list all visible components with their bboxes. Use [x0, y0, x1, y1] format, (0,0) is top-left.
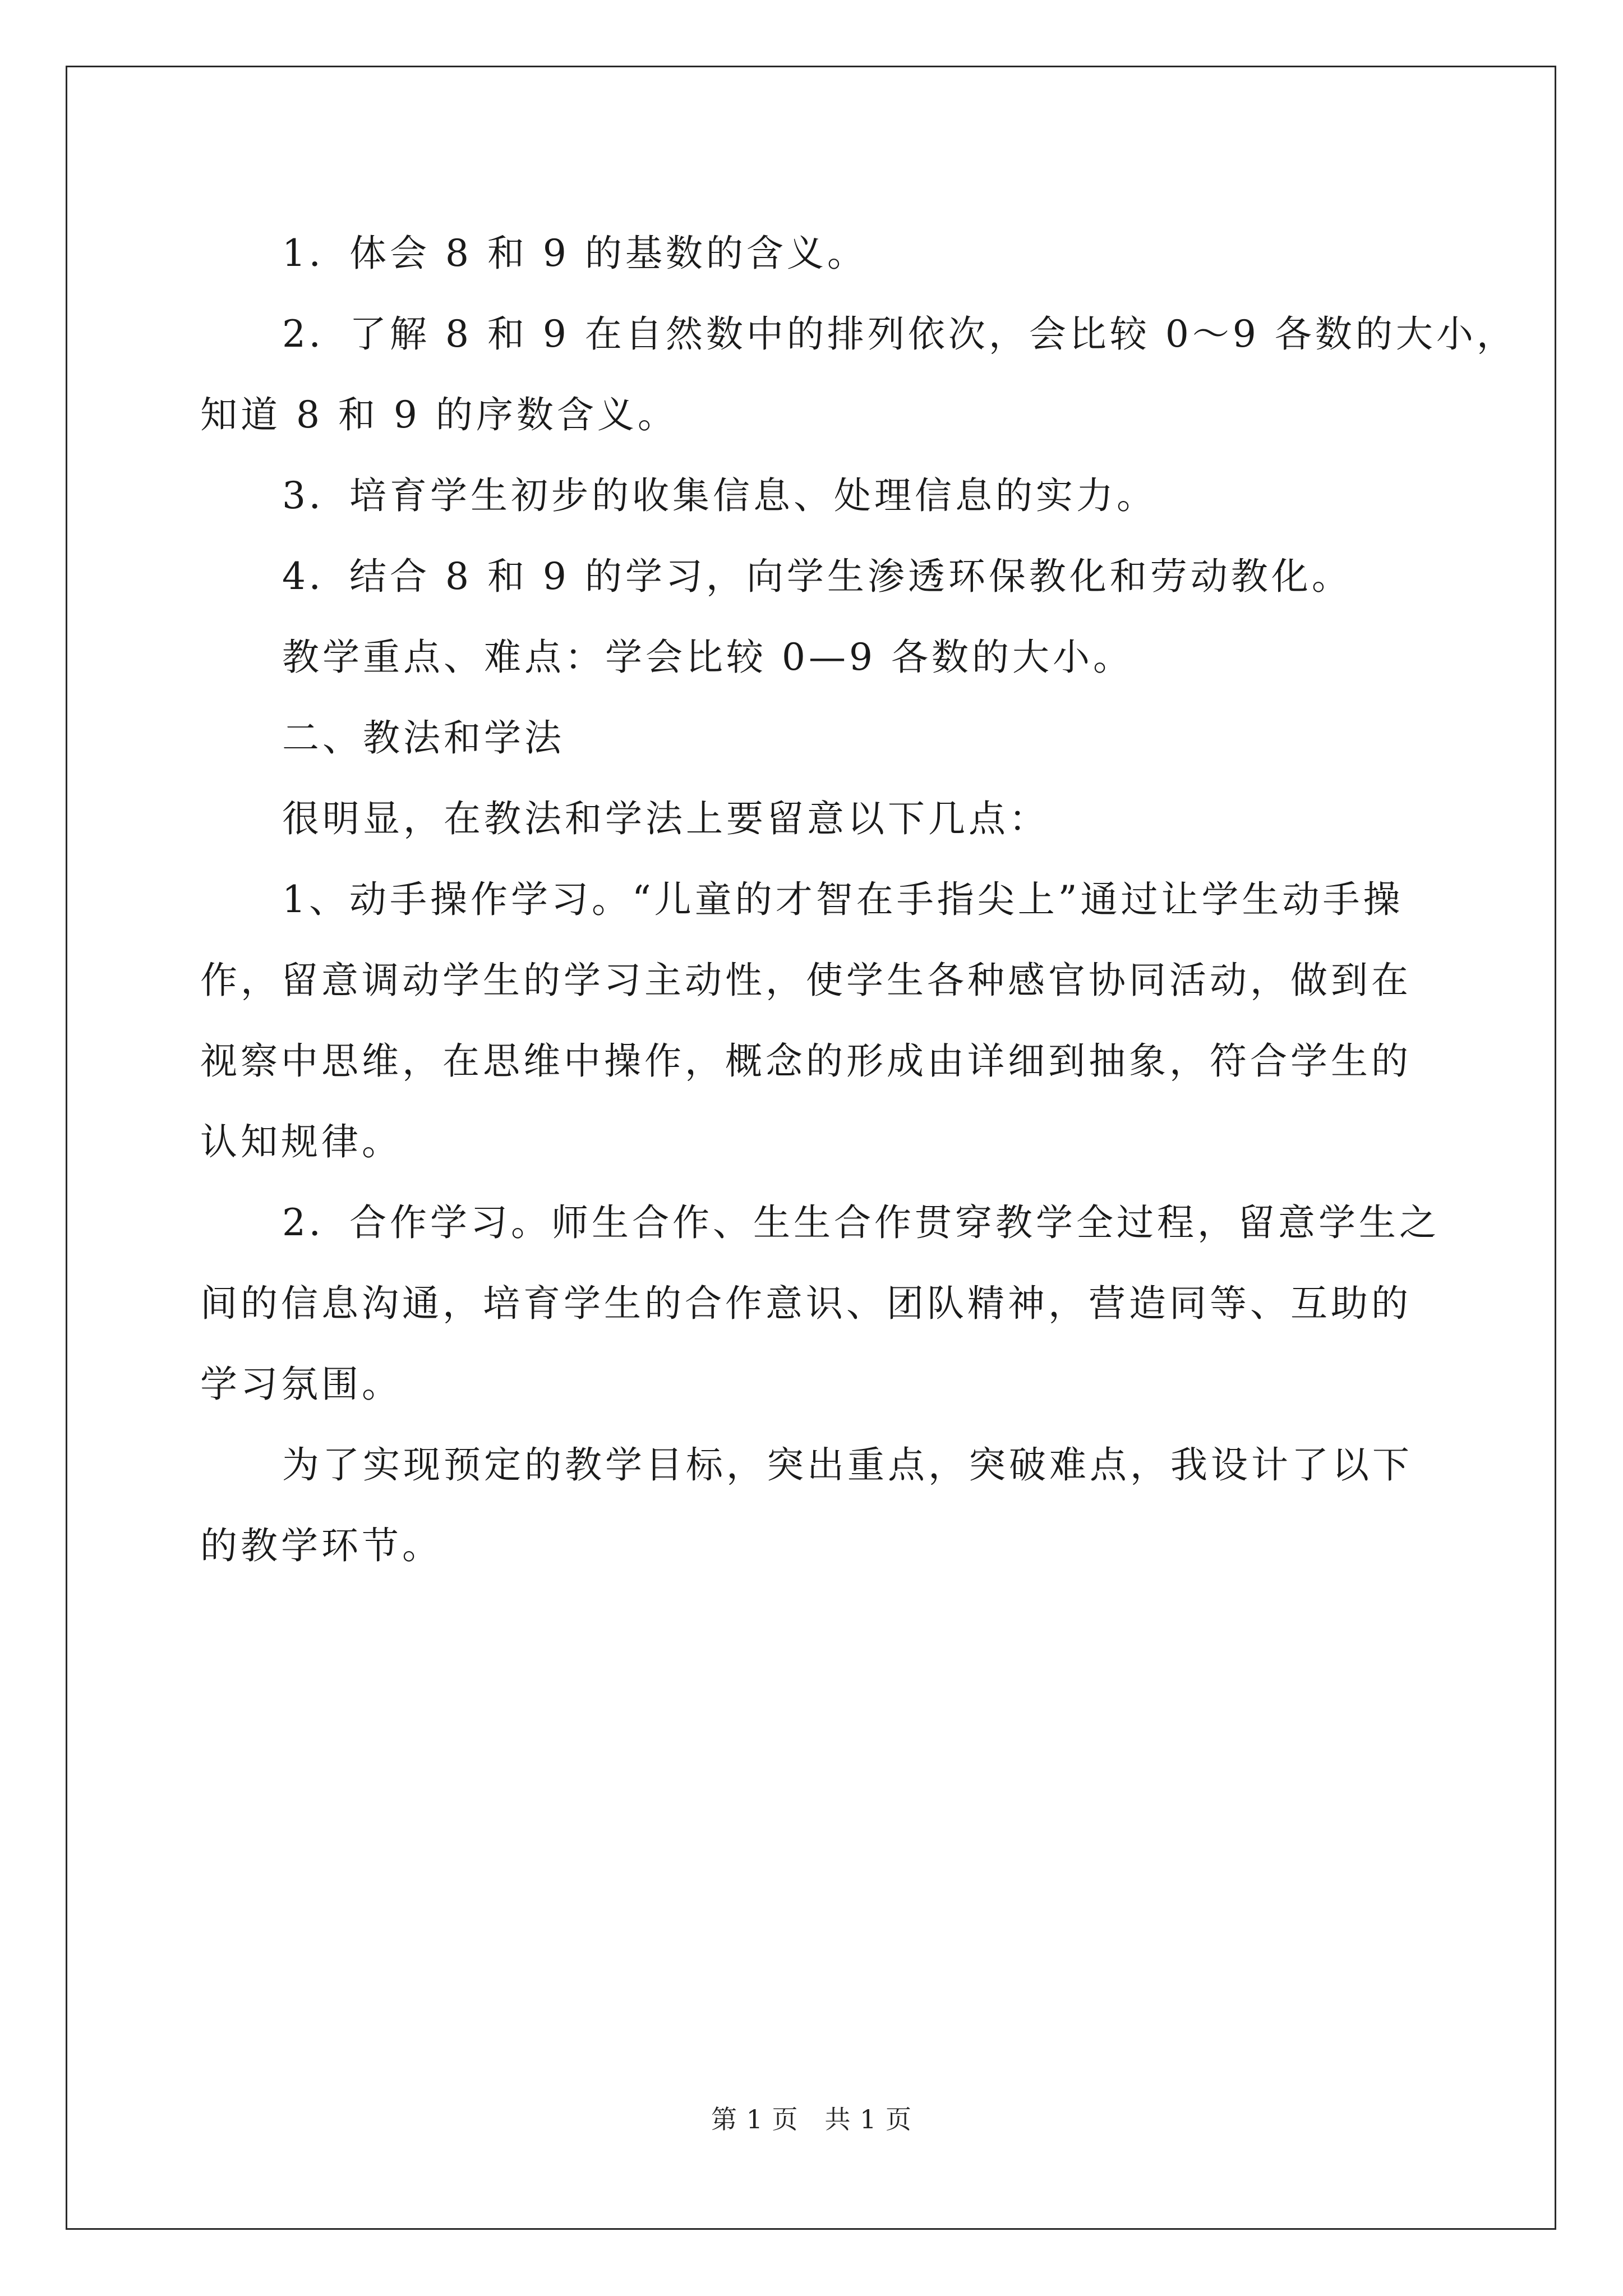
objective-2-cont: 知道 8 和 9 的序数含义。 [200, 393, 678, 436]
method-2-cont-a: 间的信息沟通，培育学生的合作意识、团队精神，营造同等、互助的 [200, 1282, 1412, 1325]
document-body [200, 213, 1517, 1586]
conclusion-cont: 的教学环节。 [200, 1524, 442, 1567]
objective-1: 1．体会 8 和 9 的基数的含义。 [282, 232, 868, 275]
section-heading: 二、教法和学法 [282, 716, 565, 760]
method-1-cont-c: 认知规律。 [200, 1120, 402, 1163]
objective-4: 4．结合 8 和 9 的学习，向学生渗透环保教化和劳动教化。 [282, 555, 1352, 598]
method-1-cont-a: 作，留意调动学生的学习主动性，使学生各种感官协同活动，做到在 [200, 959, 1412, 1002]
page-number-footer: 第 1 页 共 1 页 [711, 2104, 912, 2134]
method-2: 2．合作学习。师生合作、生生合作贯穿教学全过程，留意学生之 [282, 1201, 1440, 1244]
method-2-cont-b: 学习氛围。 [200, 1363, 402, 1406]
method-1: 1、动手操作学习。“儿童的才智在手指尖上”通过让学生动手操 [282, 878, 1404, 921]
key-points: 教学重点、难点：学会比较 0—9 各数的大小。 [282, 636, 1133, 679]
conclusion: 为了实现预定的教学目标，突出重点，突破难点，我设计了以下 [282, 1443, 1413, 1487]
method-1-cont-b: 视察中思维，在思维中操作，概念的形成由详细到抽象，符合学生的 [200, 1039, 1412, 1083]
objective-3: 3．培育学生初步的收集信息、处理信息的实力。 [282, 474, 1157, 517]
method-intro: 很明显，在教法和学法上要留意以下几点： [282, 797, 1049, 840]
objective-2: 2．了解 8 和 9 在自然数中的排列依次，会比较 0～9 各数的大小， [282, 312, 1517, 356]
